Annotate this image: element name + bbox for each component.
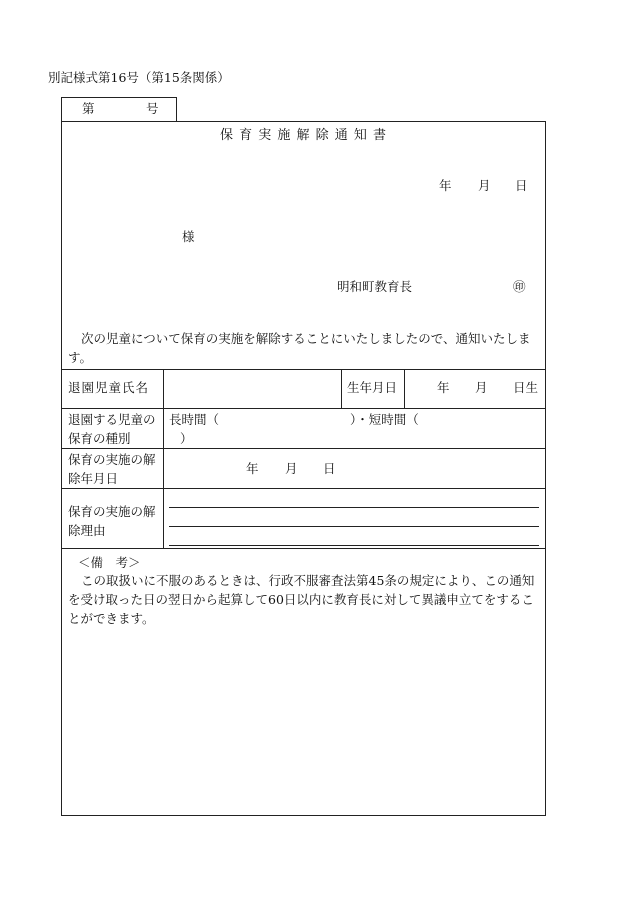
reason-writing-line [169,526,539,527]
release-date-month: 月 [285,461,298,476]
addressee-suffix: 様 [182,229,195,244]
care-type-label: 退園する児童の保育の種別 [68,412,156,446]
release-date-year: 年 [246,461,259,476]
reason-writing-line [169,507,539,508]
table-column-divider [163,369,164,548]
notes-heading: ＜備 考＞ [78,555,141,570]
birthdate-day: 日生 [513,380,539,395]
reason-writing-line [169,545,539,546]
table-top-border [61,369,546,370]
birthdate-label: 生年月日 [347,380,398,395]
release-date-day: 日 [323,461,336,476]
table-column-divider [404,369,405,408]
form-number-label: 別記様式第16号（第15条関係） [48,70,230,85]
number-suffix: 号 [146,101,159,116]
document-number-box [61,97,177,122]
table-row-divider [61,448,546,449]
care-type-short: ）・短時間（ [350,412,419,427]
release-date-label: 保育の実施の解除年月日 [68,452,156,486]
care-type-close: ） [180,431,193,446]
issuer-name: 明和町教育長 [337,279,413,294]
intro-text: 次の児童について保育の実施を解除することにいたしましたので、通知いたします。 [68,331,531,365]
form-title: 保 育 実 施 解 除 通 知 書 [220,128,388,143]
care-type-long: 長時間（ [169,412,220,427]
notes-text: この取扱いに不服のあるときは、行政不服審査法第45条の規定により、この通知を受け取った日の翌日から起算して60日以内に教育長に対して異議申立てをすることができます。 [68,573,535,626]
child-name-label: 退園児童氏名 [68,380,150,395]
release-reason-label: 保育の実施の解除理由 [68,504,156,538]
table-column-divider [341,369,342,408]
date-day: 日 [515,178,528,193]
table-row-divider [61,408,546,409]
table-row-divider [61,488,546,489]
number-prefix: 第 [82,101,95,116]
date-year: 年 [439,178,452,193]
seal-mark: ㊞ [513,279,526,294]
date-month: 月 [478,178,491,193]
table-bottom-border [61,548,546,549]
birthdate-month: 月 [475,380,488,395]
birthdate-year: 年 [437,380,450,395]
